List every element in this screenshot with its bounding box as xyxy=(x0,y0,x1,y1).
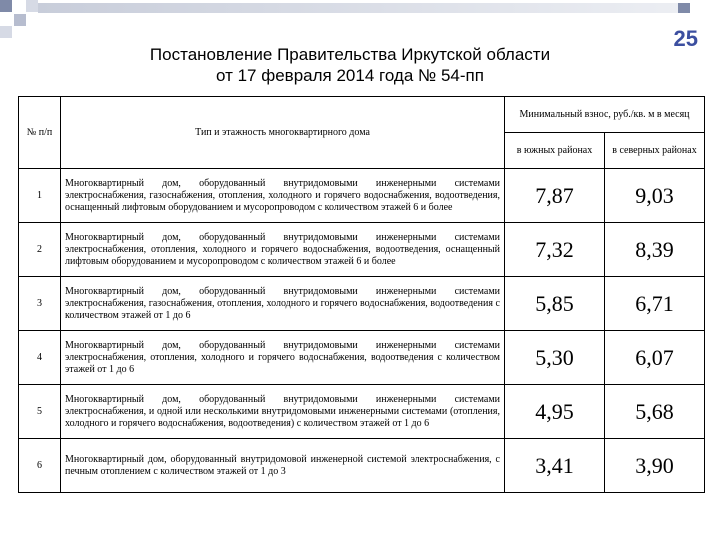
corner-square-dark xyxy=(0,0,12,12)
title-line-1: Постановление Правительства Иркутской области xyxy=(149,45,551,64)
row-north-value: 3,90 xyxy=(605,439,705,493)
row-num: 2 xyxy=(19,223,61,277)
row-south-value: 7,32 xyxy=(505,223,605,277)
row-south-value: 3,41 xyxy=(505,439,605,493)
row-num: 5 xyxy=(19,385,61,439)
row-num: 3 xyxy=(19,277,61,331)
row-desc: Многоквартирный дом, оборудованный внутридомовыми инженерными системами электроснабжения, отопления, холодного и горячего водоснабжения, водоотведения, оснащенный лифтовым оборудованием и мусоропроводом с количеством этажей 6 и более xyxy=(61,223,505,277)
row-desc: Многоквартирный дом, оборудованный внутридомовыми инженерными системами электроснабжения, газоснабжения, отопления, холодного и горячего водоснабжения, водоотведения с количеством этажей от 1 до 6 xyxy=(61,277,505,331)
row-num: 1 xyxy=(19,169,61,223)
row-north-value: 9,03 xyxy=(605,169,705,223)
table-row xyxy=(19,169,705,223)
row-north-value: 5,68 xyxy=(605,385,705,439)
row-desc: Многоквартирный дом, оборудованный внутридомовыми инженерными системами электроснабжения, и одной или несколькими внутридомовыми инженерными системами (отопления, холодного и горячего водоснабжения, водоотведения) с количеством этажей от 1 до 6 xyxy=(61,385,505,439)
header-type: Тип и этажность многоквартирного дома xyxy=(61,97,505,169)
fee-table xyxy=(18,96,705,493)
table-row xyxy=(19,223,705,277)
row-north-value: 8,39 xyxy=(605,223,705,277)
row-south-value: 5,30 xyxy=(505,331,605,385)
row-num: 4 xyxy=(19,331,61,385)
header-num: № п/п xyxy=(19,97,61,169)
corner-square-light xyxy=(26,0,38,12)
row-south-value: 5,85 xyxy=(505,277,605,331)
top-right-square xyxy=(678,3,690,13)
header-north: в северных районах xyxy=(605,133,705,169)
corner-square-mid xyxy=(14,14,26,26)
top-decorative-bar xyxy=(38,3,682,13)
header-min-fee: Минимальный взнос, руб./кв. м в месяц xyxy=(505,97,705,133)
row-num: 6 xyxy=(19,439,61,493)
row-desc: Многоквартирный дом, оборудованный внутридомовыми инженерными системами электроснабжения, газоснабжения, отопления, холодного и горячего водоснабжения, водоотведения, оснащенный лифтовым оборудованием и мусоропроводом с количеством этажей 6 и более xyxy=(61,169,505,223)
page-title xyxy=(90,44,610,86)
header-south: в южных районах xyxy=(505,133,605,169)
page-number: 25 xyxy=(673,26,698,51)
table-row xyxy=(19,277,705,331)
row-south-value: 4,95 xyxy=(505,385,605,439)
row-north-value: 6,07 xyxy=(605,331,705,385)
row-north-value: 6,71 xyxy=(605,277,705,331)
row-desc: Многоквартирный дом, оборудованный внутридомовыми инженерными системами электроснабжения, отопления, холодного и горячего водоснабжения, водоотведения с количеством этажей от 1 до 6 xyxy=(61,331,505,385)
row-desc: Многоквартирный дом, оборудованный внутридомовой инженерной системой электроснабжения, с печным отоплением с количеством этажей от 1 до 3 xyxy=(61,439,505,493)
table-row xyxy=(19,385,705,439)
row-south-value: 7,87 xyxy=(505,169,605,223)
table-row xyxy=(19,439,705,493)
corner-square-light-2 xyxy=(0,26,12,38)
table-row xyxy=(19,331,705,385)
title-line-2: от 17 февраля 2014 года № 54-пп xyxy=(216,66,484,85)
